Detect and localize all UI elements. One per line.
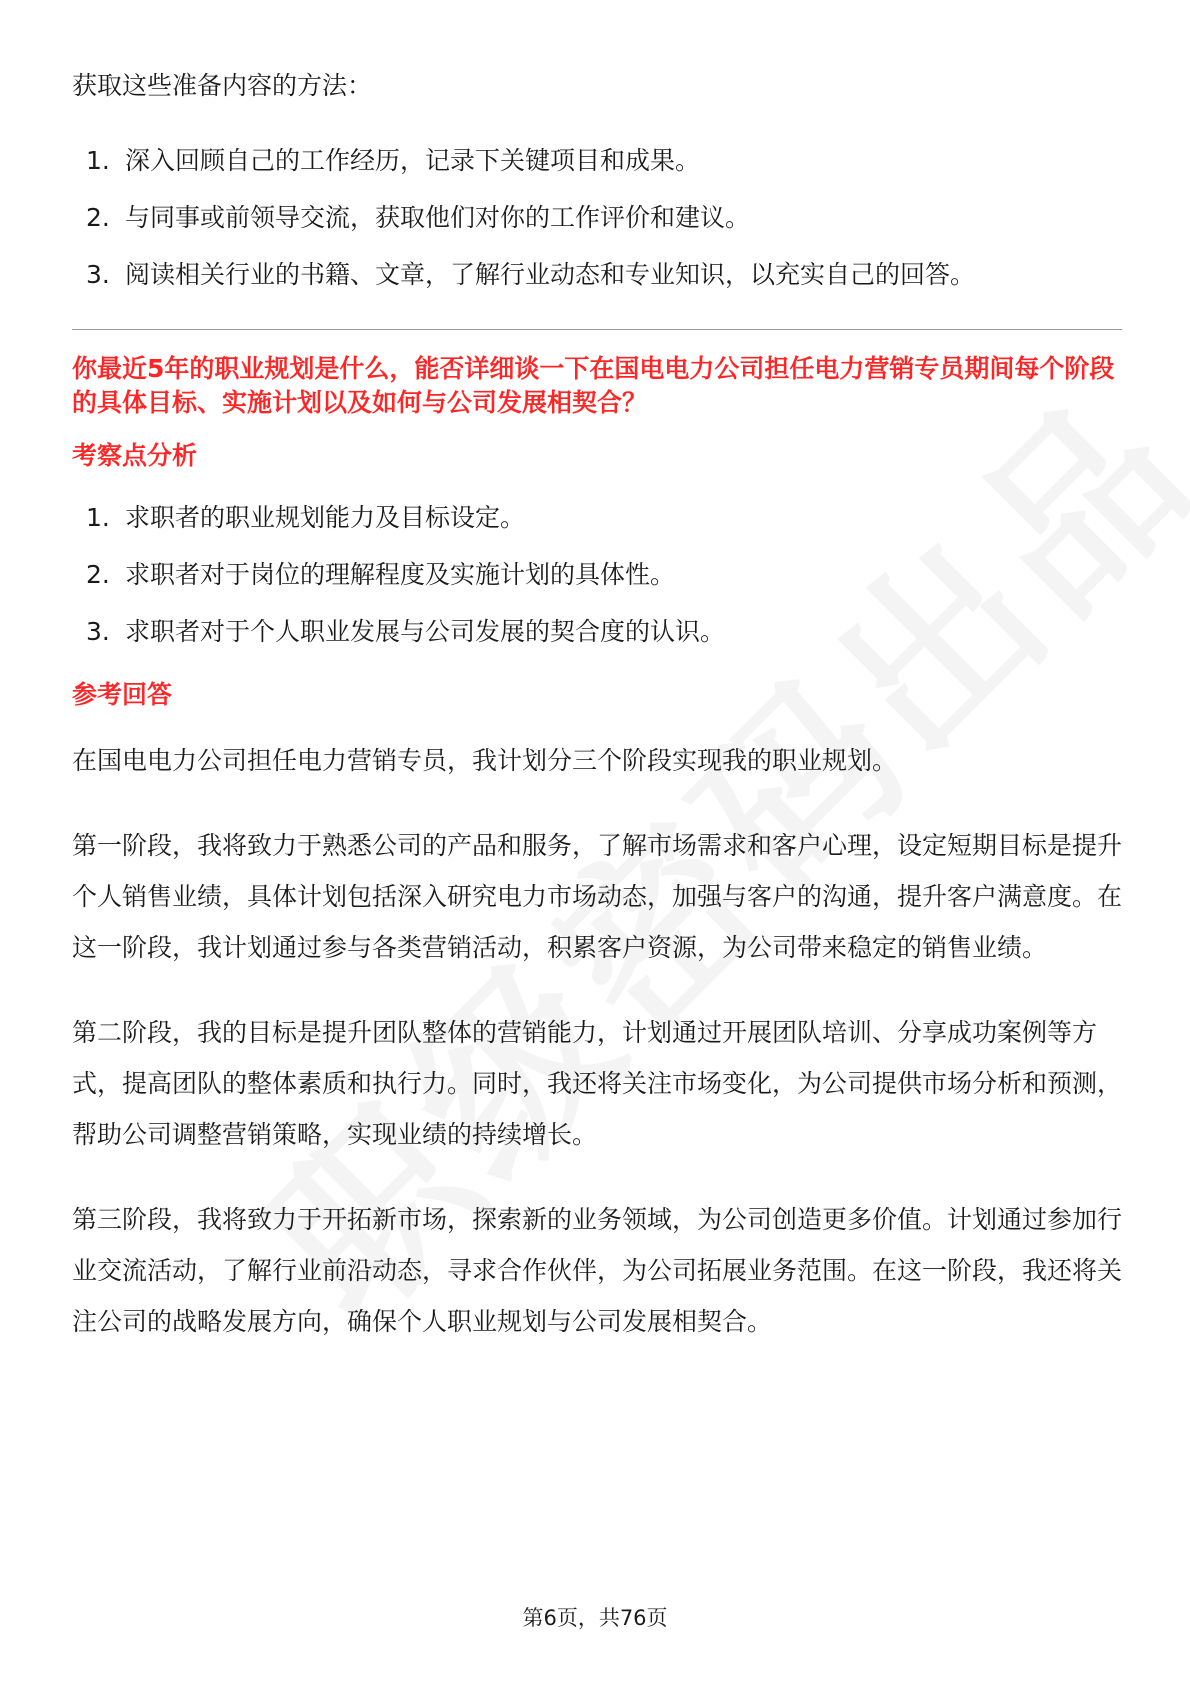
answer-heading: 参考回答: [72, 680, 173, 709]
page-number: 第6页，共76页: [522, 1606, 668, 1630]
methods-list: [72, 139, 1122, 297]
list-text: 阅读相关行业的书籍、文章，了解行业动态和专业知识，以充实自己的回答。: [125, 260, 976, 289]
answer-paragraph: 在国电电力公司担任电力营销专员，我计划分三个阶段实现我的职业规划。: [72, 746, 898, 775]
page-content: [72, 62, 1122, 1381]
list-item: [72, 496, 1122, 540]
list-text: 求职者的职业规划能力及目标设定。: [125, 503, 526, 532]
list-item: [72, 553, 1122, 597]
section-divider: [72, 329, 1122, 330]
list-item: [72, 196, 1122, 240]
list-number: 2.: [86, 203, 110, 232]
list-number: 3.: [86, 617, 110, 646]
list-item: [72, 139, 1122, 183]
list-number: 1.: [86, 503, 110, 532]
list-number: 1.: [86, 146, 110, 175]
answer-paragraph: 第二阶段，我的目标是提升团队整体的营销能力，计划通过开展团队培训、分享成功案例等方式，提高团队的整体素质和执行力。同时，我还将关注市场变化，为公司提供市场分析和预测，帮助公司调整营销策略，实现业绩的持续增长。: [72, 1018, 1123, 1149]
list-text: 与同事或前领导交流，获取他们对你的工作评价和建议。: [125, 203, 751, 232]
answer-paragraph: 第三阶段，我将致力于开拓新市场，探索新的业务领域，为公司创造更多价值。计划通过参加行业交流活动，了解行业前沿动态，寻求合作伙伴，为公司拓展业务范围。在这一阶段，我还将关注公司的战略发展方向，确保个人职业规划与公司发展相契合。: [72, 1205, 1123, 1336]
list-number: 3.: [86, 260, 110, 289]
interview-question: 你最近5年的职业规划是什么，能否详细谈一下在国电电力公司担任电力营销专员期间每个阶段的具体目标、实施计划以及如何与公司发展相契合？: [72, 354, 1115, 417]
list-text: 求职者对于个人职业发展与公司发展的契合度的认识。: [125, 617, 726, 646]
methods-intro: 获取这些准备内容的方法：: [72, 71, 373, 100]
list-text: 深入回顾自己的工作经历，记录下关键项目和成果。: [125, 146, 701, 175]
analysis-heading: 考察点分析: [72, 441, 198, 470]
list-item: [72, 253, 1122, 297]
list-number: 2.: [86, 560, 110, 589]
list-text: 求职者对于岗位的理解程度及实施计划的具体性。: [125, 560, 676, 589]
analysis-list: [72, 496, 1122, 654]
list-item: [72, 610, 1122, 654]
answer-paragraph: 第一阶段，我将致力于熟悉公司的产品和服务，了解市场需求和客户心理，设定短期目标是提升个人销售业绩，具体计划包括深入研究电力市场动态，加强与客户的沟通，提升客户满意度。在这一阶段，我计划通过参与各类营销活动，积累客户资源，为公司带来稳定的销售业绩。: [72, 831, 1123, 962]
